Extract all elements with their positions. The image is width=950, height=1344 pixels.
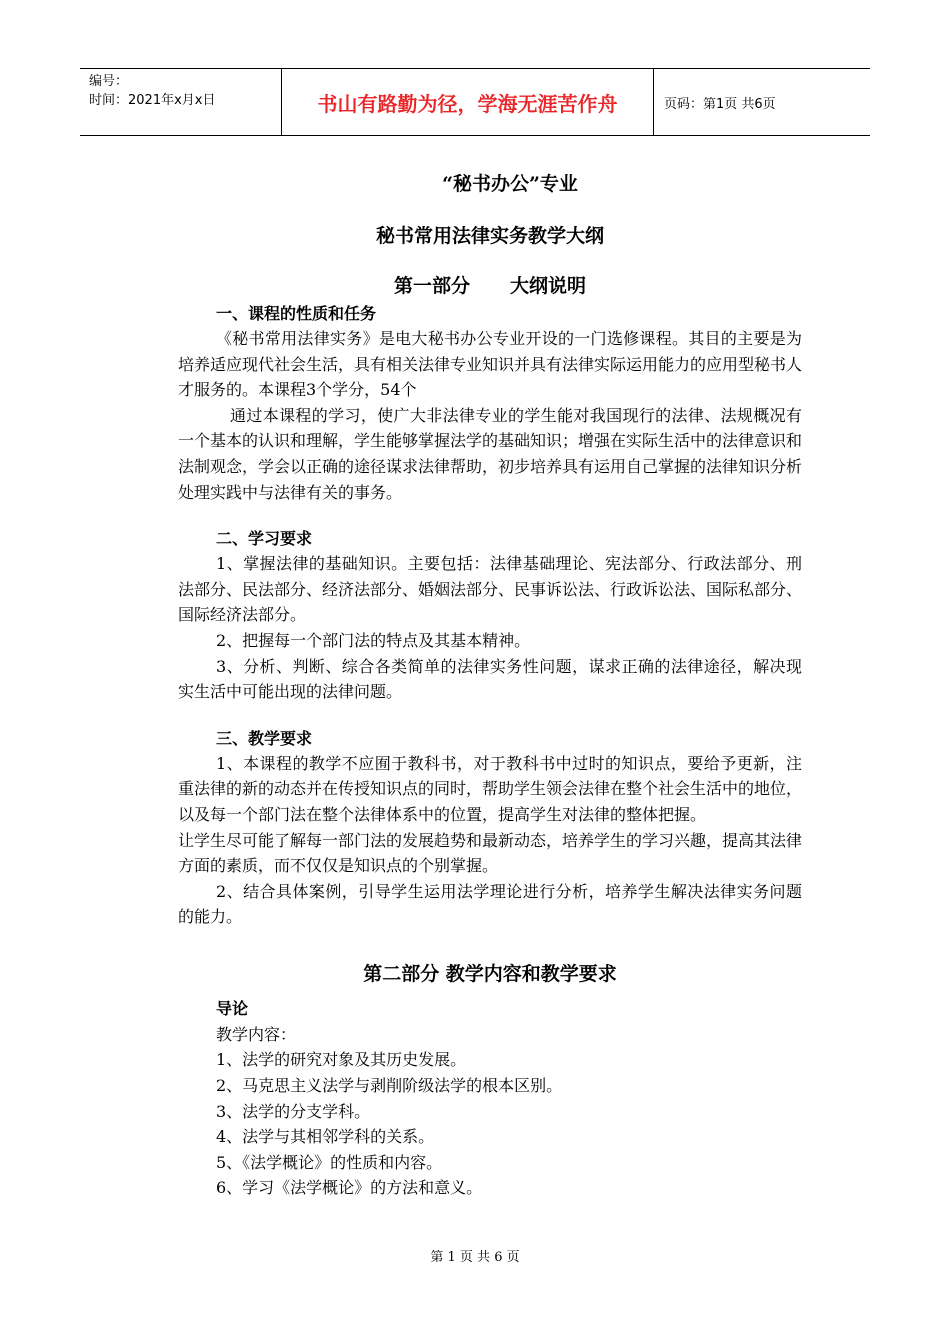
list-item: 3、法学的分支学科。 (216, 1101, 371, 1121)
section2-heading: 二、学习要求 (216, 529, 313, 549)
list-item: 2、马克思主义法学与剥削阶级法学的根本区别。 (216, 1076, 563, 1096)
header-page-info: 页码：第1页 共6页 (664, 96, 776, 112)
section1-paragraph: 《秘书常用法律实务》是电大秘书办公专业开设的一门选修课程。其目的主要是为培养适应现代社会生活，具有相关法律专业知识并具有法律实际运用能力的应用型秘书人才服务的。本课程3个学分，54个 (178, 329, 803, 400)
section2-item: 2、把握每一个部门法的特点及其基本精神。 (216, 630, 531, 650)
section1-heading: 一、课程的性质和任务 (216, 304, 377, 323)
time-label: 时间：2021年x月x日 (89, 93, 216, 108)
page-footer: 第 1 页 共 6 页 (430, 1250, 520, 1265)
section3-paragraph: 让学生尽可能了解每一部门法的发展趋势和最新动态，培养学生的学习兴趣，提高其法律方面的素质，而不仅仅是知识点的个别掌握。 (178, 830, 803, 876)
part1-name: 大纲说明 (510, 275, 587, 297)
section3-paragraph: 2、结合具体案例，引导学生运用法学理论进行分析，培养学生解决法律实务问题的能力。 (178, 881, 802, 927)
list-item: 5、《法学概论》的性质和内容。 (216, 1152, 443, 1172)
content-label: 教学内容： (216, 1024, 297, 1044)
major-title: “秘书办公”专业 (442, 173, 578, 195)
section3-paragraph: 1、本课程的教学不应囿于教科书，对于教科书中过时的知识点，要给予更新，注重法律的新的动态并在传授知识点的同时，帮助学生领会法律在整个社会生活中的地位，以及每一个部门法在整个法律体系中的位置，提高学生对法律的整体把握。 (178, 753, 803, 824)
document-body (178, 168, 802, 1201)
section2-item: 3、分析、判断、综合各类简单的法律实务性问题，谋求正确的法律途径，解决现实生活中可能出现的法律问题。 (178, 656, 802, 702)
list-item: 6、学习《法学概论》的方法和意义。 (216, 1178, 483, 1198)
document-header (80, 68, 870, 136)
header-meta (80, 69, 282, 135)
header-motto: 书山有路勤为径，学海无涯苦作舟 (282, 69, 654, 135)
section1-paragraph: 通过本课程的学习，使广大非法律专业的学生能对我国现行的法律、法规概况有一个基本的认识和理解，学生能够掌握法学的基础知识；增强在实际生活中的法律意识和法制观念，学会以正确的途径谋求法律帮助，初步培养具有运用自己掌握的法律知识分析处理实践中与法律有关的事务。 (178, 405, 803, 502)
intro-heading: 导论 (216, 998, 249, 1018)
section2-item: 1、掌握法律的基础知识。主要包括：法律基础理论、宪法部分、行政法部分、刑法部分、民法部分、经济法部分、婚姻法部分、民事诉讼法、行政诉讼法、国际私部分、国际经济法部分。 (178, 554, 803, 625)
part1-title (178, 270, 802, 302)
number-label: 编号： (89, 74, 129, 89)
course-title: 秘书常用法律实务教学大纲 (375, 225, 604, 247)
part2-title: 第二部分 教学内容和教学要求 (363, 962, 617, 985)
list-item: 4、法学与其相邻学科的关系。 (216, 1127, 435, 1147)
part1-label: 第一部分 (393, 275, 470, 297)
section3-heading: 三、教学要求 (216, 728, 313, 748)
list-item: 1、法学的研究对象及其历史发展。 (216, 1050, 467, 1070)
